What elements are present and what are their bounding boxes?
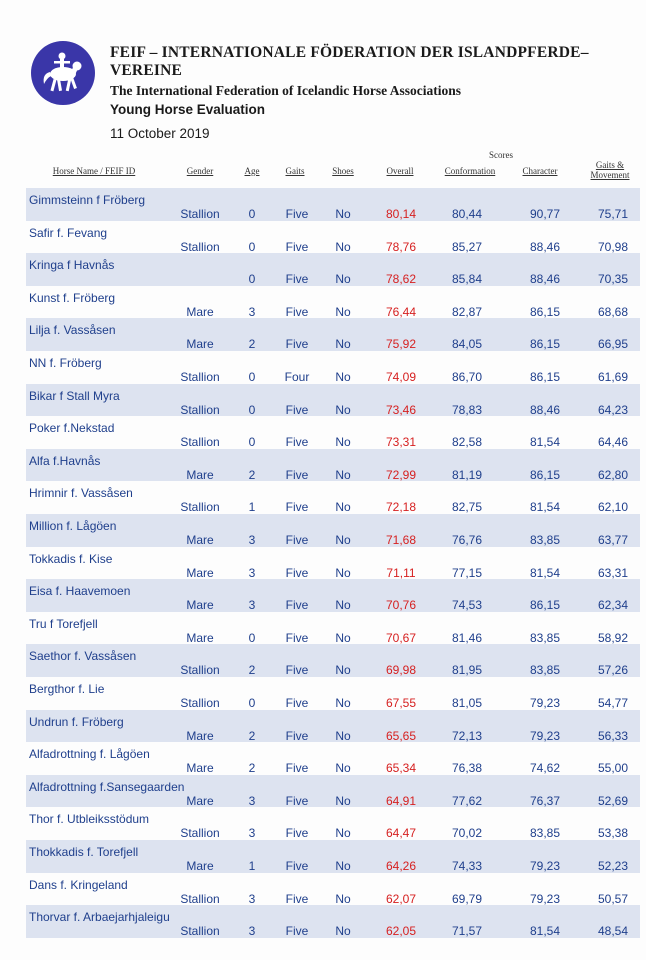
gaits-cell: Five [285, 793, 309, 808]
conformation-score-cell: 84,05 [451, 337, 483, 352]
col-header-name: Horse Name / FEIF ID [52, 166, 136, 176]
gaits-movement-score-cell: 62,34 [597, 598, 629, 613]
overall-score-cell: 72,99 [385, 467, 417, 482]
conformation-score-cell: 85,27 [451, 239, 483, 254]
gaits-cell: Five [285, 467, 309, 482]
conformation-score-cell: 72,13 [451, 728, 483, 743]
age-cell: 0 [248, 402, 256, 417]
conformation-score-cell: 81,46 [451, 630, 483, 645]
gaits-movement-score-cell: 61,69 [597, 370, 629, 384]
conformation-score-cell: 82,87 [451, 304, 483, 319]
overall-score-cell: 73,31 [385, 435, 417, 450]
col-header-gaits-movement-line1: Gaits & [595, 160, 625, 170]
gender-cell: Mare [186, 337, 214, 352]
gender-cell: Mare [186, 630, 214, 645]
character-score-cell: 79,23 [529, 891, 561, 906]
org-title-english: The International Federation of Icelandic Horse Associations [110, 83, 461, 98]
gaits-cell: Five [285, 663, 309, 678]
character-score-cell: 79,23 [529, 696, 561, 710]
shoes-cell: No [335, 402, 351, 417]
conformation-score-cell: 76,76 [451, 533, 483, 547]
character-score-cell: 88,46 [529, 239, 561, 254]
horse-name-cell: Tokkadis f. Kise [29, 551, 113, 566]
gaits-cell: Five [285, 337, 309, 352]
overall-score-cell: 72,18 [385, 500, 417, 515]
gender-cell: Stallion [180, 435, 220, 450]
overall-score-cell: 70,76 [385, 598, 417, 613]
character-score-cell: 90,77 [529, 207, 561, 221]
horse-name-cell: Dans f. Kringeland [29, 877, 128, 892]
shoes-cell: No [335, 891, 351, 906]
conformation-score-cell: 69,79 [451, 891, 483, 906]
shoes-cell: No [335, 337, 351, 352]
gaits-movement-score-cell: 70,98 [597, 239, 629, 254]
shoes-cell: No [335, 761, 351, 776]
gaits-movement-score-cell: 57,26 [597, 663, 629, 678]
conformation-score-cell: 74,53 [451, 598, 483, 613]
gender-cell: Mare [186, 598, 214, 613]
age-cell: 2 [248, 663, 256, 678]
gender-cell: Mare [186, 565, 214, 580]
horse-name-cell: Million f. Lågöen [29, 519, 117, 533]
gaits-movement-score-cell: 62,80 [597, 467, 629, 482]
shoes-cell: No [335, 533, 351, 547]
horse-name-cell: Kunst f. Fröberg [29, 290, 116, 305]
character-score-cell: 86,15 [529, 467, 561, 482]
overall-score-cell: 76,44 [385, 304, 417, 319]
conformation-score-cell: 81,95 [451, 663, 483, 678]
gaits-cell: Five [285, 826, 309, 841]
conformation-score-cell: 77,62 [451, 793, 483, 808]
gaits-movement-score-cell: 56,33 [597, 728, 629, 743]
shoes-cell: No [335, 565, 351, 580]
age-cell: 2 [248, 728, 256, 743]
age-cell: 2 [248, 761, 256, 776]
shoes-cell: No [335, 500, 351, 515]
gaits-cell: Five [285, 435, 309, 450]
horse-name-cell: Thorvar f. Arbaejarhjaleigu [29, 910, 170, 925]
horse-name-cell: Bergthor f. Lie [29, 682, 105, 696]
overall-score-cell: 73,46 [385, 402, 417, 417]
character-score-cell: 81,54 [529, 435, 561, 450]
gaits-movement-score-cell: 53,38 [597, 826, 629, 841]
age-cell: 3 [248, 565, 256, 580]
overall-score-cell: 78,76 [385, 239, 417, 254]
gaits-cell: Five [285, 891, 309, 906]
gender-cell: Mare [186, 467, 214, 482]
age-cell: 3 [248, 826, 256, 841]
gender-cell: Mare [186, 761, 214, 776]
shoes-cell: No [335, 598, 351, 613]
gaits-cell: Four [284, 370, 310, 384]
age-cell: 2 [248, 467, 256, 482]
gender-cell: Stallion [180, 663, 220, 678]
age-cell: 3 [248, 533, 256, 547]
character-score-cell: 81,54 [529, 500, 561, 515]
gaits-movement-score-cell: 54,77 [597, 696, 629, 710]
horse-name-cell: Safir f. Fevang [29, 225, 108, 240]
col-header-gaits-movement [580, 160, 640, 180]
shoes-cell: No [335, 467, 351, 482]
gaits-movement-score-cell: 52,69 [597, 793, 629, 808]
horse-name-cell: Bikar f Stall Myra [29, 388, 120, 403]
gaits-movement-score-cell: 55,00 [597, 761, 629, 776]
shoes-cell: No [335, 859, 351, 873]
overall-score-cell: 62,07 [385, 891, 417, 906]
horse-name-cell: Alfadrottning f. Lågöen [29, 747, 150, 762]
horse-name-cell: Hrimnir f. Vassåsen [29, 486, 133, 501]
gaits-cell: Five [285, 533, 309, 547]
age-cell: 0 [248, 696, 256, 710]
horse-name-cell: Poker f.Nekstad [29, 421, 115, 436]
gaits-cell: Five [285, 565, 309, 580]
age-cell: 0 [248, 630, 256, 645]
age-cell: 3 [248, 304, 256, 319]
gender-cell: Stallion [180, 696, 220, 710]
gaits-cell: Five [285, 728, 309, 743]
gaits-movement-score-cell: 64,46 [597, 435, 629, 450]
gaits-movement-score-cell: 62,10 [597, 500, 629, 515]
horse-name-cell: Eisa f. Haavemoen [29, 584, 131, 599]
conformation-score-cell: 76,38 [451, 761, 483, 776]
gaits-movement-score-cell: 48,54 [597, 924, 629, 939]
gaits-movement-score-cell: 75,71 [597, 207, 629, 221]
conformation-score-cell: 71,57 [451, 924, 483, 939]
character-score-cell: 81,54 [529, 565, 561, 580]
conformation-score-cell: 86,70 [451, 370, 483, 384]
age-cell: 0 [248, 370, 256, 384]
age-cell: 3 [248, 891, 256, 906]
character-score-cell: 74,62 [529, 761, 561, 776]
horse-name-cell: Thor f. Utbleiksstödum [29, 812, 150, 827]
col-header-conformation: Conformation [444, 166, 496, 176]
overall-score-cell: 71,11 [386, 565, 416, 580]
age-cell: 3 [248, 598, 256, 613]
overall-score-cell: 70,67 [385, 630, 417, 645]
overall-score-cell: 64,26 [385, 859, 417, 873]
shoes-cell: No [335, 728, 351, 743]
age-cell: 3 [248, 924, 256, 939]
conformation-score-cell: 74,33 [451, 859, 483, 873]
character-score-cell: 88,46 [529, 402, 561, 417]
gaits-cell: Five [285, 924, 309, 939]
overall-score-cell: 78,62 [385, 272, 417, 287]
conformation-score-cell: 82,58 [451, 435, 483, 450]
shoes-cell: No [335, 272, 351, 287]
gender-cell: Mare [186, 304, 214, 319]
horse-name-cell: Gimmsteinn f Fröberg [29, 193, 146, 207]
character-score-cell: 79,23 [529, 859, 561, 873]
gaits-cell: Five [285, 696, 309, 710]
character-score-cell: 81,54 [529, 924, 561, 939]
gender-cell: Mare [186, 728, 214, 743]
overall-score-cell: 74,09 [385, 370, 417, 384]
gaits-movement-score-cell: 58,92 [597, 630, 629, 645]
shoes-cell: No [335, 826, 351, 841]
overall-score-cell: 71,68 [385, 533, 417, 547]
gaits-cell: Five [285, 859, 309, 873]
horse-name-cell: Kringa f Havnås [29, 258, 115, 273]
character-score-cell: 83,85 [529, 826, 561, 841]
gender-cell: Mare [186, 533, 214, 547]
gender-cell: Stallion [180, 370, 220, 384]
gaits-cell: Five [285, 304, 309, 319]
conformation-score-cell: 77,15 [451, 565, 483, 580]
character-score-cell: 86,15 [529, 337, 561, 352]
gaits-movement-score-cell: 70,35 [597, 272, 629, 287]
character-score-cell: 86,15 [529, 370, 561, 384]
character-score-cell: 86,15 [529, 598, 561, 613]
overall-score-cell: 67,55 [385, 696, 417, 710]
conformation-score-cell: 81,19 [451, 467, 483, 482]
gaits-cell: Five [285, 761, 309, 776]
gaits-cell: Five [285, 598, 309, 613]
gender-cell: Stallion [180, 402, 220, 417]
overall-score-cell: 80,14 [385, 207, 417, 221]
age-cell: 0 [248, 207, 256, 221]
overall-score-cell: 64,47 [385, 826, 417, 841]
overall-score-cell: 65,34 [385, 761, 417, 776]
shoes-cell: No [335, 663, 351, 678]
conformation-score-cell: 81,05 [451, 696, 483, 710]
gaits-cell: Five [285, 630, 309, 645]
shoes-cell: No [335, 207, 351, 221]
gender-cell: Stallion [180, 891, 220, 906]
horse-name-cell: Tru f Torefjell [29, 616, 98, 631]
conformation-score-cell: 80,44 [451, 207, 483, 221]
character-score-cell: 83,85 [529, 533, 561, 547]
gaits-cell: Five [285, 272, 309, 287]
character-score-cell: 83,85 [529, 630, 561, 645]
age-cell: 2 [248, 337, 256, 352]
age-cell: 1 [248, 859, 256, 873]
gender-cell: Stallion [180, 500, 220, 515]
col-header-shoes: Shoes [332, 166, 354, 176]
shoes-cell: No [335, 239, 351, 254]
gaits-movement-score-cell: 63,77 [597, 533, 629, 547]
character-score-cell: 88,46 [529, 272, 561, 287]
gender-cell: Stallion [180, 207, 220, 221]
conformation-score-cell: 78,83 [451, 402, 483, 417]
character-score-cell: 83,85 [529, 663, 561, 678]
shoes-cell: No [335, 304, 351, 319]
gaits-movement-score-cell: 68,68 [597, 304, 629, 319]
shoes-cell: No [335, 435, 351, 450]
gaits-cell: Five [285, 207, 309, 221]
age-cell: 1 [248, 500, 256, 515]
col-header-character: Character [522, 166, 558, 176]
org-title-german: FEIF – INTERNATIONALE FÖDERATION DER ISLANDPFERDE–VEREINE [110, 44, 589, 79]
document-title: Young Horse Evaluation [110, 102, 266, 117]
character-score-cell: 79,23 [529, 728, 561, 743]
gaits-movement-score-cell: 50,57 [597, 891, 629, 906]
organization-header [110, 44, 646, 117]
col-header-overall: Overall [386, 166, 414, 176]
horse-name-cell: Thokkadis f. Torefjell [29, 845, 139, 859]
horse-name-cell: Lilja f. Vassåsen [29, 323, 116, 338]
horse-name-cell: Alfadrottning f.Sansegaarden [29, 779, 185, 794]
character-score-cell: 86,15 [529, 304, 561, 319]
feif-horse-rider-logo-icon [30, 40, 96, 106]
age-cell: 0 [248, 239, 256, 254]
conformation-score-cell: 70,02 [451, 826, 483, 841]
gaits-movement-score-cell: 52,23 [597, 859, 629, 873]
conformation-score-cell: 82,75 [451, 500, 483, 515]
gender-cell: Mare [186, 793, 214, 808]
gaits-cell: Five [285, 500, 309, 515]
shoes-cell: No [335, 370, 351, 384]
gender-cell: Stallion [180, 826, 220, 841]
gender-cell: Stallion [180, 924, 220, 939]
age-cell: 0 [248, 272, 256, 287]
gaits-cell: Five [285, 239, 309, 254]
horse-name-cell: Alfa f.Havnås [29, 453, 101, 468]
shoes-cell: No [335, 793, 351, 808]
gender-cell: Stallion [180, 239, 220, 254]
col-header-gaits-movement-line2: Movement [590, 170, 630, 180]
age-cell: 0 [248, 435, 256, 450]
conformation-score-cell: 85,84 [451, 272, 483, 287]
age-cell: 3 [248, 793, 256, 808]
horse-name-cell: NN f. Fröberg [29, 356, 102, 370]
gaits-movement-score-cell: 63,31 [597, 565, 629, 580]
gender-cell: Mare [186, 859, 214, 873]
gaits-cell: Five [285, 402, 309, 417]
scores-group-header: Scores [489, 150, 513, 160]
overall-score-cell: 64,91 [385, 793, 417, 808]
overall-score-cell: 65,65 [385, 728, 417, 743]
col-header-age: Age [244, 166, 260, 176]
overall-score-cell: 69,98 [385, 663, 417, 678]
col-header-gender: Gender [186, 166, 214, 176]
shoes-cell: No [335, 924, 351, 939]
horse-name-cell: Undrun f. Fröberg [29, 714, 124, 729]
overall-score-cell: 62,05 [385, 924, 417, 939]
shoes-cell: No [335, 630, 351, 645]
gaits-movement-score-cell: 66,95 [597, 337, 629, 352]
horse-name-cell: Saethor f. Vassåsen [29, 649, 137, 664]
shoes-cell: No [335, 696, 351, 710]
overall-score-cell: 75,92 [385, 337, 417, 352]
gaits-movement-score-cell: 64,23 [597, 402, 629, 417]
col-header-gaits: Gaits [285, 166, 305, 176]
character-score-cell: 76,37 [529, 793, 561, 808]
evaluation-date: 11 October 2019 [110, 126, 210, 141]
